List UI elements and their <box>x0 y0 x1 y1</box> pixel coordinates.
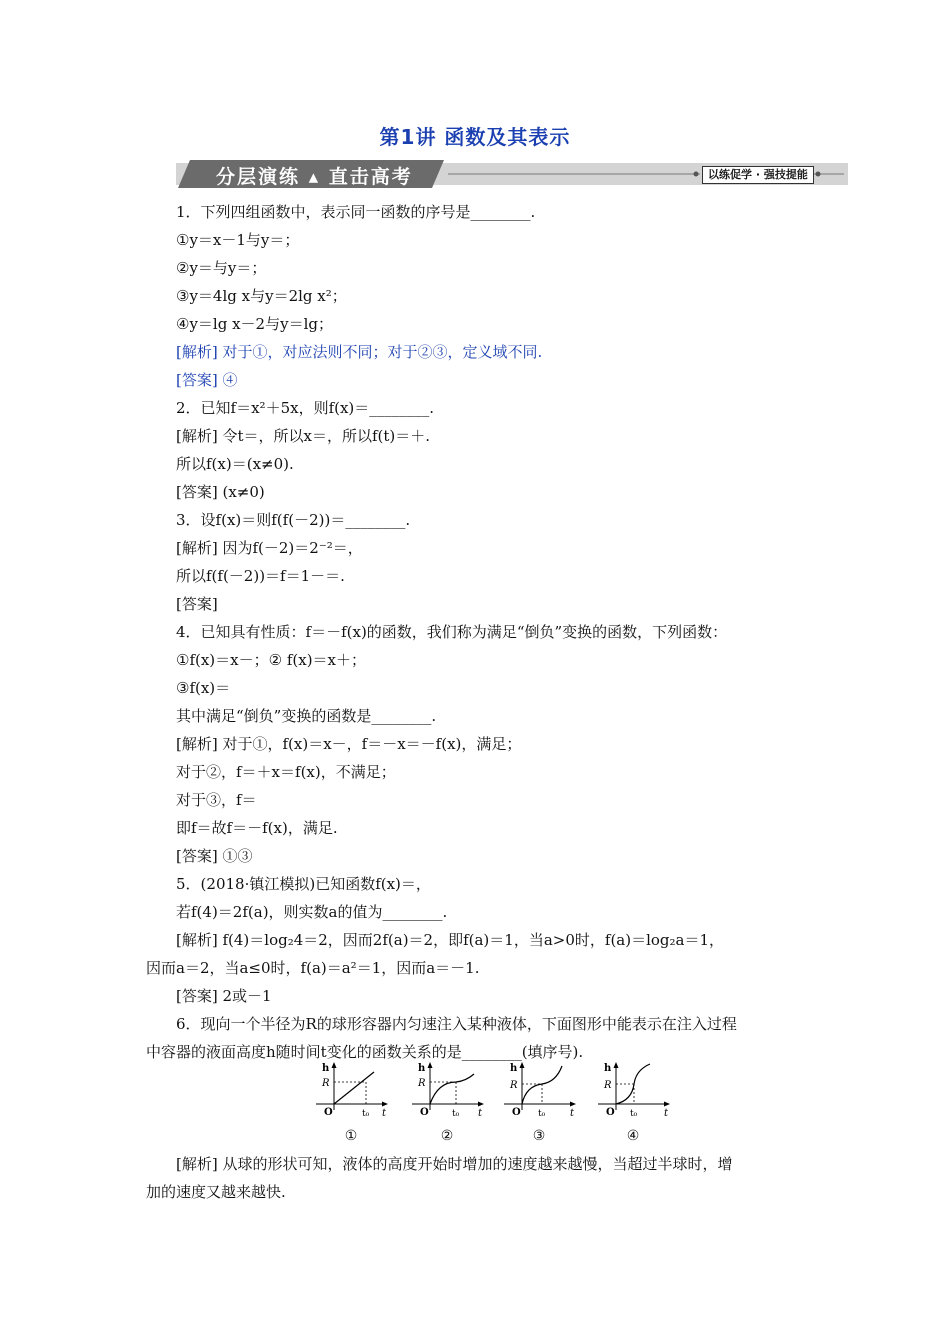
q6-analysis: [解析] 从球的形状可知，液体的高度开始时增加的速度越来越慢，当超过半球时，增 <box>176 1155 733 1173</box>
axis-label-t: t <box>478 1108 483 1119</box>
q3-stem: 3．设f(x)＝则f(f(－2))＝________. <box>176 511 411 529</box>
q2-analysis-cont: 所以f(x)＝(x≠0). <box>176 455 294 473</box>
q1-stem: 1．下列四组函数中，表示同一函数的序号是________. <box>176 203 536 221</box>
q6-stem: 6．现向一个半径为R的球形容器内匀速注入某种液体，下面图形中能表示在注入过程 <box>176 1015 737 1033</box>
figure-4-graph <box>594 1060 676 1128</box>
q4-answer: [答案] ①③ <box>176 847 253 865</box>
q1-answer: [答案] ④ <box>176 371 238 389</box>
q4-stem: 4．已知具有性质：f＝－f(x)的函数，我们称为满足“倒负”变换的函数，下列函数： <box>176 623 728 641</box>
axis-label-t0: t₀ <box>538 1109 546 1119</box>
axis-label-R: R <box>510 1080 518 1091</box>
q1-option-1: ①y＝x－1与y＝； <box>176 231 300 249</box>
figure-3-label: ③ <box>532 1128 546 1144</box>
axis-label-h: h <box>418 1063 426 1074</box>
figure-1 <box>312 1060 394 1148</box>
axis-label-R: R <box>604 1080 612 1091</box>
q4-analysis-3: 对于③，f＝ <box>176 791 257 809</box>
q2-analysis: [解析] 令t＝，所以x＝，所以f(t)＝＋. <box>176 427 431 445</box>
figure-4-label: ④ <box>626 1128 640 1144</box>
q4-analysis: [解析] 对于①，f(x)＝x－，f＝－x＝－f(x)，满足； <box>176 735 522 753</box>
figure-1-graph <box>312 1060 394 1128</box>
q6-figures <box>312 1060 672 1150</box>
figure-2-label: ② <box>440 1128 454 1144</box>
axis-label-t0: t₀ <box>630 1109 638 1119</box>
banner-left-text: 分层演练 ▴ 直击高考 <box>216 166 413 188</box>
banner-right-tag: 以练促学 · 强技提能 <box>702 166 814 184</box>
q5-answer: [答案] 2或－1 <box>176 987 272 1005</box>
q3-answer: [答案] <box>176 595 218 613</box>
q2-stem: 2．已知f＝x²＋5x，则f(x)＝________. <box>176 399 435 417</box>
figure-1-label: ① <box>344 1128 358 1144</box>
q6-stem-cont: 中容器的液面高度h随时间t变化的函数关系的是________(填序号). <box>146 1043 584 1061</box>
q2-answer: [答案] (x≠0) <box>176 483 265 501</box>
figure-3 <box>500 1060 582 1148</box>
q3-analysis: [解析] 因为f(－2)＝2⁻²＝， <box>176 539 363 557</box>
q1-option-2: ②y＝与y＝； <box>176 259 267 277</box>
q1-analysis: [解析] 对于①，对应法则不同；对于②③，定义域不同. <box>176 343 543 361</box>
q5-question: 若f(4)＝2f(a)，则实数a的值为________. <box>176 903 448 921</box>
figure-2 <box>408 1060 490 1148</box>
axis-label-t: t <box>382 1108 387 1119</box>
q5-analysis-cont: 因而a＝2，当a≤0时，f(a)＝a²＝1，因而a＝－1. <box>146 959 480 977</box>
axis-label-h: h <box>322 1063 330 1074</box>
axis-label-O: O <box>606 1107 615 1118</box>
q4-analysis-4: 即f＝故f＝－f(x)，满足. <box>176 819 338 837</box>
axis-label-O: O <box>324 1107 333 1118</box>
axis-label-h: h <box>604 1063 612 1074</box>
q4-analysis-2: 对于②，f＝＋x＝f(x)，不满足； <box>176 763 396 781</box>
q1-option-4: ④y＝lg x－2与y＝lg； <box>176 315 333 333</box>
section-banner <box>176 160 848 188</box>
q4-option-3: ③f(x)＝ <box>176 679 231 697</box>
q5-analysis: [解析] f(4)＝log₂4＝2，因而2f(a)＝2，即f(a)＝1，当a>0时，f(a)＝log₂a＝1， <box>176 931 725 949</box>
axis-label-t0: t₀ <box>362 1109 370 1119</box>
axis-label-R: R <box>322 1078 330 1089</box>
q5-stem: 5．(2018·镇江模拟)已知函数f(x)＝， <box>176 875 431 893</box>
q4-question: 其中满足“倒负”变换的函数是________. <box>176 707 437 725</box>
axis-label-h: h <box>510 1063 518 1074</box>
q1-option-3: ③y＝4lg x与y＝2lg x²； <box>176 287 347 305</box>
q6-analysis-cont: 加的速度又越来越快. <box>146 1183 286 1201</box>
axis-label-t0: t₀ <box>452 1109 460 1119</box>
axis-label-O: O <box>420 1107 429 1118</box>
axis-label-t: t <box>570 1108 575 1119</box>
q4-options-1-2: ①f(x)＝x－；② f(x)＝x＋； <box>176 651 367 669</box>
axis-label-O: O <box>512 1107 521 1118</box>
axis-label-R: R <box>418 1078 426 1089</box>
page-title: 第1讲 函数及其表示 <box>379 125 571 149</box>
figure-3-graph <box>500 1060 582 1128</box>
axis-label-t: t <box>664 1108 669 1119</box>
figure-2-graph <box>408 1060 490 1128</box>
figure-4 <box>594 1060 676 1148</box>
q3-analysis-cont: 所以f(f(－2))＝f＝1－＝. <box>176 567 345 585</box>
